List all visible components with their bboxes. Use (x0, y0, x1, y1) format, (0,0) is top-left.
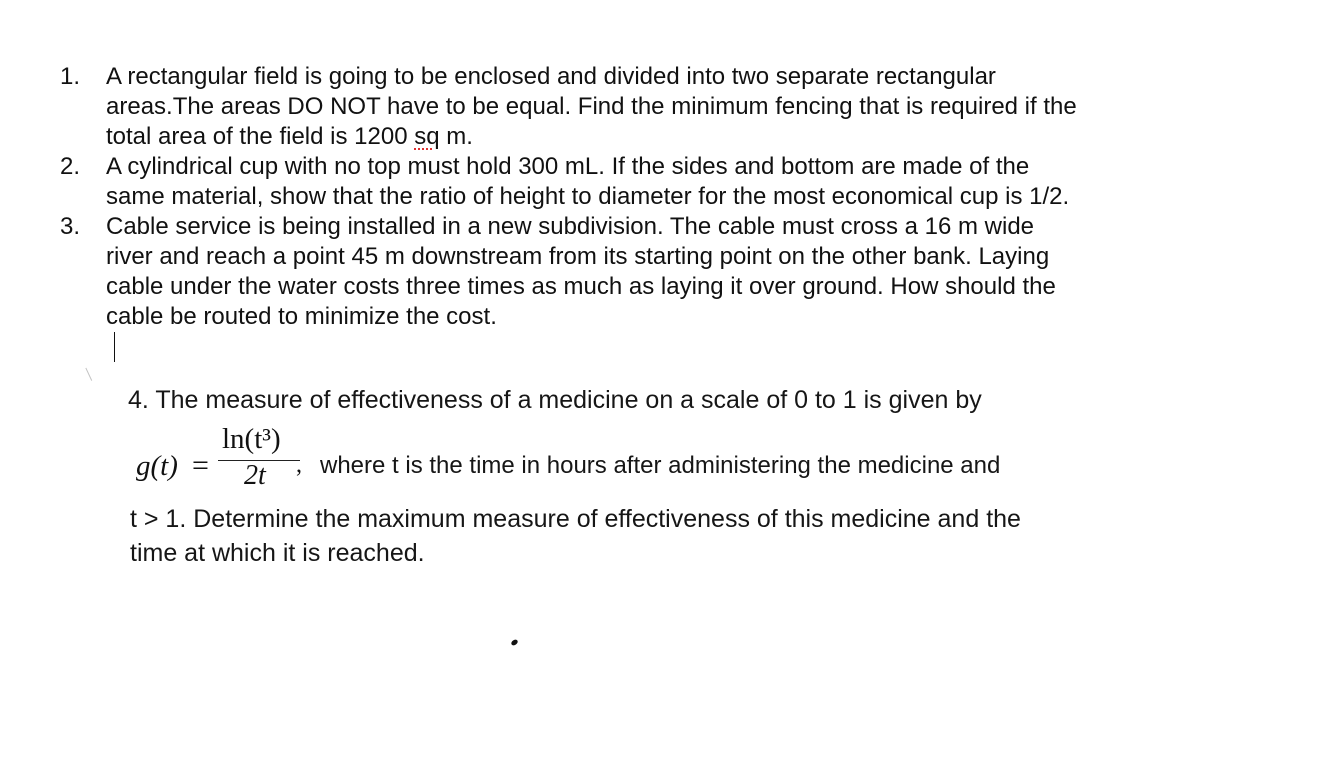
problem-text[interactable] (106, 62, 1256, 152)
problem-4-formula-text: where t is the time in hours after administering the medicine and (320, 452, 1001, 479)
problem-4-line: t > 1. Determine the maximum measure of effectiveness of this medicine and the (130, 505, 1021, 533)
problem-list (60, 62, 1260, 362)
effectiveness-formula (136, 423, 316, 489)
formula-denominator: 2t (244, 460, 266, 491)
problem-1 (60, 62, 1260, 152)
problem-line: same material, show that the ratio of height to diameter for the most economical cup is 1/2. (106, 183, 1070, 210)
problem-line: A rectangular field is going to be enclosed and divided into two separate rectangular (106, 63, 996, 90)
formula-function: g(t) (136, 450, 178, 482)
problem-number: 1. (60, 63, 81, 90)
formula-numerator: ln(t³) (222, 423, 281, 455)
problem-4-line: time at which it is reached. (130, 539, 425, 567)
formula-comma: , (296, 452, 302, 478)
problem-line-spellcheck: total area of the field is 1200 sq m. (106, 123, 473, 150)
problem-text[interactable] (106, 152, 1256, 212)
problem-4-heading: 4. The measure of effectiveness of a medicine on a scale of 0 to 1 is given by (128, 386, 982, 414)
problem-2 (60, 152, 1260, 212)
text-cursor (114, 332, 115, 362)
problem-3 (60, 212, 1260, 362)
problem-number: 3. (60, 213, 81, 240)
problem-line: areas.The areas DO NOT have to be equal. Find the minimum fencing that is required if the (106, 93, 1077, 120)
stray-mark (85, 365, 97, 381)
problem-line: cable under the water costs three times as much as laying it over ground. How should the (106, 273, 1056, 300)
problem-line: Cable service is being installed in a new subdivision. The cable must cross a 16 m wide (106, 213, 1035, 240)
spellcheck-word[interactable]: sq (414, 123, 440, 150)
problem-text[interactable] (106, 212, 1256, 362)
problem-line: river and reach a point 45 m downstream from its starting point on the other bank. Laying (106, 243, 1050, 270)
problem-4-continuation (130, 502, 1021, 570)
problem-line: A cylindrical cup with no top must hold 300 mL. If the sides and bottom are made of the (106, 153, 1030, 180)
problem-line-with-cursor (106, 302, 1256, 362)
stray-ink-dot (510, 638, 519, 646)
pasted-problem-image[interactable] (128, 382, 1208, 582)
problem-line-text: cable be routed to minimize the cost. (106, 303, 497, 330)
problem-number: 2. (60, 153, 81, 180)
formula-equals: = (192, 449, 209, 482)
